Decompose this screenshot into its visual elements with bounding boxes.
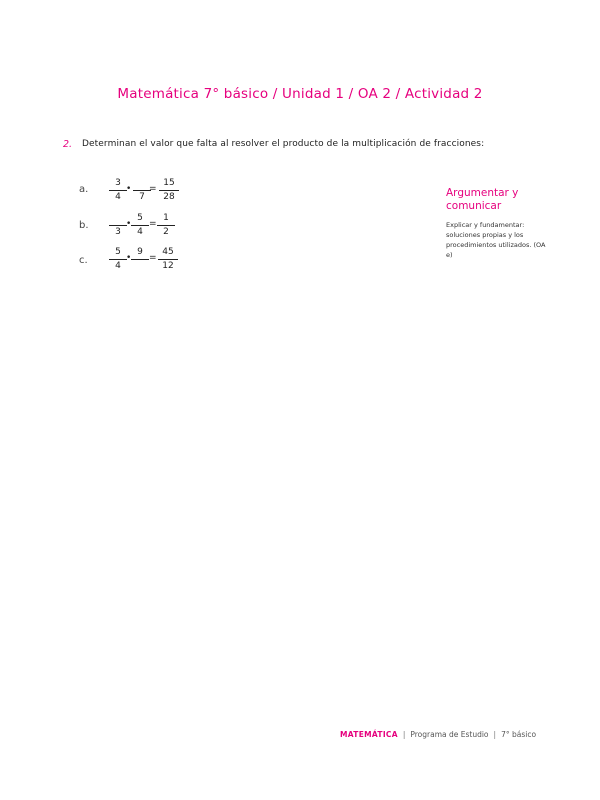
- denominator: 2: [163, 227, 169, 237]
- denominator: 7: [139, 192, 145, 202]
- item-letter-c: c.: [79, 255, 88, 266]
- question-text: Determinan el valor que falta al resolver el producto de la multiplicación de fracciones:: [82, 139, 485, 149]
- denominator: [131, 261, 149, 272]
- item-letter-a: a.: [79, 184, 89, 195]
- numerator: 45: [162, 247, 174, 257]
- fraction-bar: [109, 225, 127, 226]
- fraction-a-1: [109, 178, 127, 203]
- footer-program: Programa de Estudio: [410, 730, 489, 739]
- fraction-c-3: [158, 247, 178, 272]
- denominator: 12: [162, 261, 174, 271]
- equals-sign: =: [149, 253, 157, 263]
- footer-brand: MATEMÁTICA: [340, 730, 398, 739]
- fraction-c-1: [109, 247, 127, 272]
- fraction-bar: [131, 259, 149, 260]
- skill-title: Argumentar y comunicar: [446, 187, 519, 212]
- footer-separator: |: [493, 730, 497, 739]
- fraction-bar: [109, 259, 127, 260]
- denominator: 3: [115, 227, 121, 237]
- question-number: 2.: [63, 139, 73, 150]
- fraction-bar: [159, 190, 179, 191]
- equals-sign: =: [149, 219, 157, 229]
- footer: [340, 730, 536, 739]
- denominator: 4: [115, 261, 121, 271]
- fraction-b-1: [109, 213, 127, 238]
- numerator: 5: [137, 213, 143, 223]
- numerator: 5: [115, 247, 121, 257]
- fraction-b-3: [157, 213, 175, 238]
- denominator: 28: [163, 192, 175, 202]
- page-title: Matemática 7° básico / Unidad 1 / OA 2 / Actividad 2: [117, 86, 483, 102]
- fraction-bar: [157, 225, 175, 226]
- multiply-sign: •: [126, 253, 132, 263]
- item-letter-b: b.: [79, 220, 89, 231]
- multiply-sign: •: [126, 219, 132, 229]
- fraction-bar: [109, 190, 127, 191]
- denominator: 4: [137, 227, 143, 237]
- numerator: [109, 213, 127, 224]
- fraction-bar: [158, 259, 178, 260]
- fraction-b-2: [131, 213, 149, 238]
- footer-separator: |: [402, 730, 406, 739]
- fraction-bar: [131, 225, 149, 226]
- equals-sign: =: [149, 184, 157, 194]
- skill-description: Explicar y fundamentar: soluciones propias y los procedimientos utilizados. (OA e): [446, 221, 546, 259]
- fraction-c-2: [131, 247, 149, 272]
- fraction-a-3: [159, 178, 179, 203]
- denominator: 4: [115, 192, 121, 202]
- multiply-sign: •: [126, 184, 132, 194]
- numerator: 3: [115, 178, 121, 188]
- numerator: 1: [163, 213, 169, 223]
- numerator: 15: [163, 178, 175, 188]
- numerator: 9: [137, 247, 143, 257]
- footer-grade: 7° básico: [501, 730, 537, 739]
